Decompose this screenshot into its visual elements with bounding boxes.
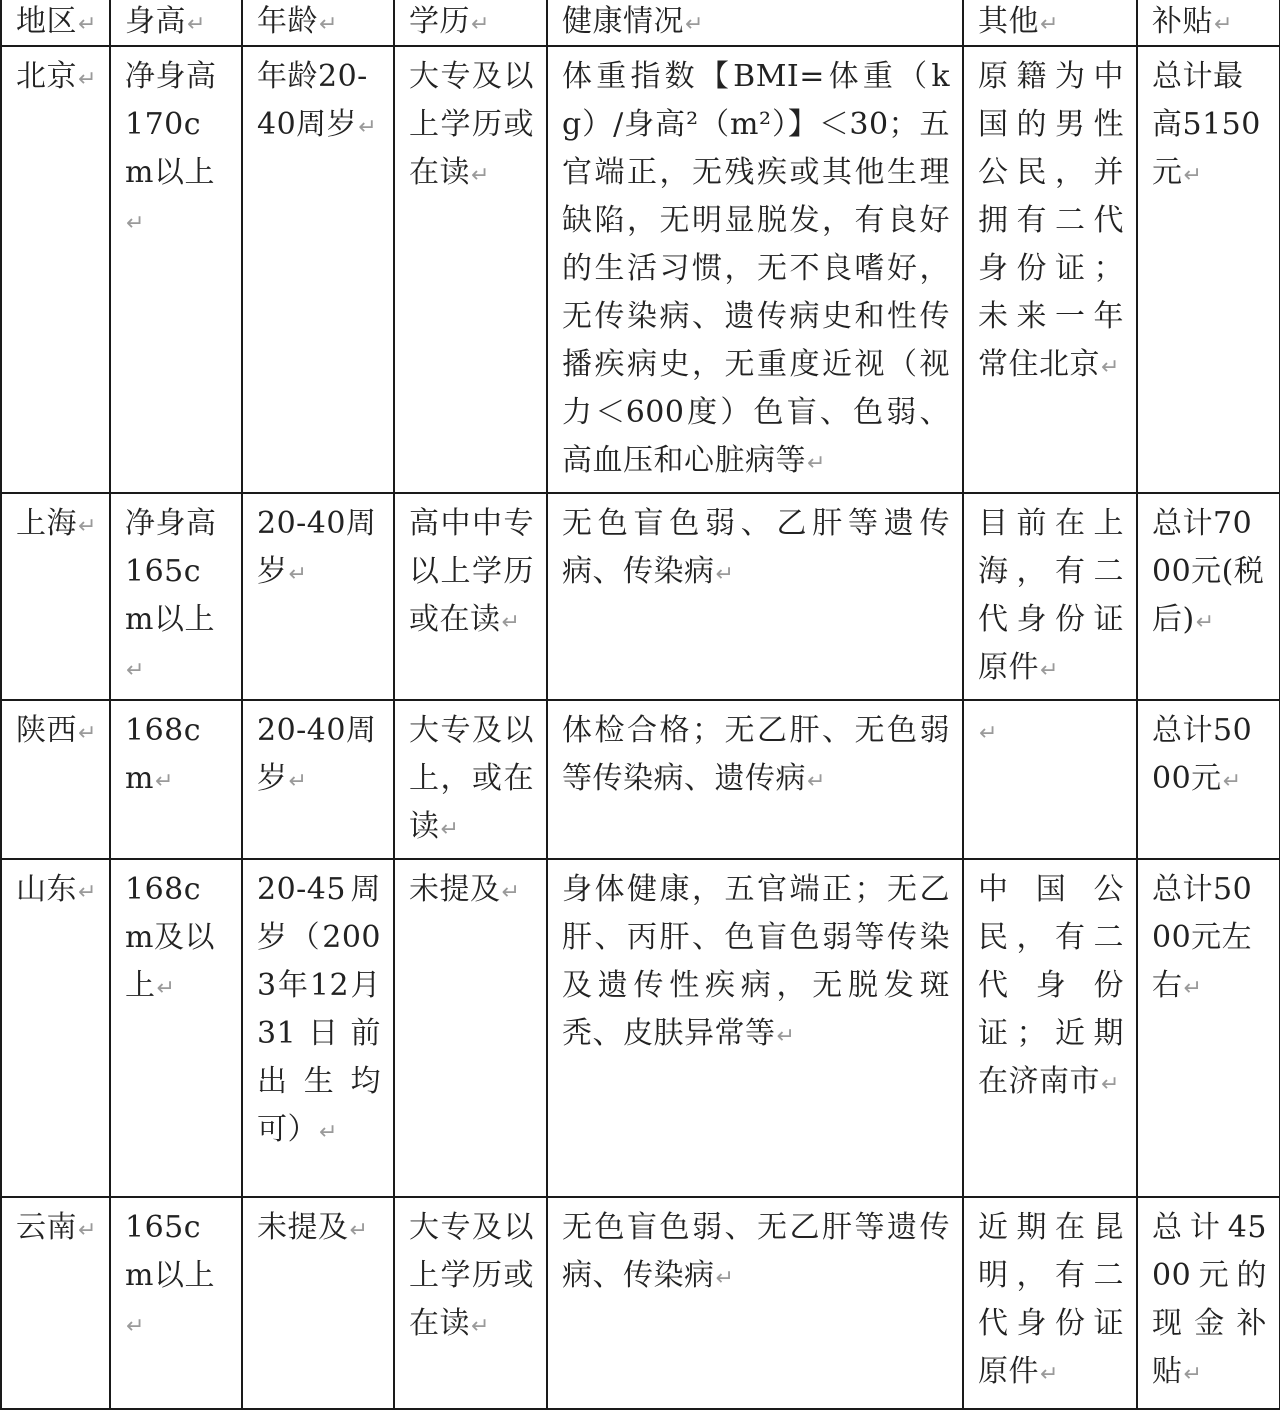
education-cell bbox=[394, 46, 547, 493]
health-cell bbox=[547, 1197, 963, 1409]
paragraph-mark-icon bbox=[1040, 12, 1059, 37]
education-requirement: 大专及以上学历或在读 bbox=[409, 59, 534, 190]
paragraph-mark-icon bbox=[126, 1314, 145, 1339]
table-row bbox=[1, 46, 1280, 493]
other-cell bbox=[963, 1197, 1137, 1409]
paragraph-mark-icon bbox=[155, 769, 174, 794]
height-cell bbox=[110, 859, 242, 1197]
education-cell bbox=[394, 493, 547, 700]
header-education-cell bbox=[394, 0, 547, 46]
health-requirement: 体检合格；无乙肝、无色弱等传染病、遗传病 bbox=[562, 713, 950, 796]
header-health: 健康情况 bbox=[562, 4, 684, 39]
header-age: 年龄 bbox=[257, 4, 318, 39]
paragraph-mark-icon bbox=[502, 610, 521, 635]
other-cell bbox=[963, 700, 1137, 859]
height-cell bbox=[110, 493, 242, 700]
height-cell bbox=[110, 46, 242, 493]
paragraph-mark-icon bbox=[471, 163, 490, 188]
paragraph-mark-icon bbox=[1184, 976, 1203, 1001]
age-cell bbox=[242, 1197, 394, 1409]
table-row bbox=[1, 1197, 1280, 1409]
paragraph-mark-icon bbox=[441, 817, 460, 842]
header-age-cell bbox=[242, 0, 394, 46]
paragraph-mark-icon bbox=[979, 721, 998, 746]
other-cell bbox=[963, 493, 1137, 700]
header-other-cell bbox=[963, 0, 1137, 46]
other-cell bbox=[963, 46, 1137, 493]
height-requirement: 168cm及以上 bbox=[125, 872, 215, 1003]
age-cell bbox=[242, 700, 394, 859]
other-requirement: 目前在上海，有二代身份证原件 bbox=[978, 506, 1124, 685]
region-name: 上海 bbox=[16, 506, 77, 541]
paragraph-mark-icon bbox=[187, 12, 206, 37]
age-requirement: 20-45周岁（2003年12月31日前出生均可） bbox=[257, 872, 381, 1147]
subsidy-amount: 总计5000元左右 bbox=[1152, 872, 1253, 1003]
subsidy-cell bbox=[1137, 1197, 1280, 1409]
age-requirement: 20-40周岁 bbox=[257, 506, 377, 589]
table-header-row bbox=[1, 0, 1280, 46]
health-requirement: 无色盲色弱、无乙肝等遗传病、传染病 bbox=[562, 1210, 950, 1293]
header-education: 学历 bbox=[409, 4, 470, 39]
age-cell bbox=[242, 46, 394, 493]
region-name: 北京 bbox=[16, 59, 77, 94]
paragraph-mark-icon bbox=[126, 211, 145, 236]
paragraph-mark-icon bbox=[1040, 658, 1059, 683]
paragraph-mark-icon bbox=[78, 67, 97, 92]
paragraph-mark-icon bbox=[319, 12, 338, 37]
paragraph-mark-icon bbox=[1184, 1362, 1203, 1387]
region-cell bbox=[1, 859, 110, 1197]
health-cell bbox=[547, 493, 963, 700]
other-requirement: 原籍为中国的男性公民，并拥有二代身份证；未来一年常住北京 bbox=[978, 59, 1124, 382]
age-requirement: 20-40周岁 bbox=[257, 713, 377, 796]
paragraph-mark-icon bbox=[1223, 769, 1242, 794]
region-name: 山东 bbox=[16, 872, 77, 907]
health-requirement: 体重指数【BMI=体重（kg）/身高²（m²）】＜30；五官端正，无残疾或其他生理缺陷，无明显脱发，有良好的生活习惯，无不良嗜好，无传染病、遗传病史和性传播疾病史，无重度近视（视力＜600度）色盲、色弱、高血压和心脏病等 bbox=[562, 59, 950, 478]
subsidy-amount: 总计最高5150元 bbox=[1152, 59, 1261, 190]
age-requirement: 年龄20-40周岁 bbox=[257, 59, 368, 142]
paragraph-mark-icon bbox=[716, 562, 735, 587]
subsidy-amount: 总计7000元(税后) bbox=[1152, 506, 1265, 637]
paragraph-mark-icon bbox=[78, 12, 97, 37]
age-cell bbox=[242, 493, 394, 700]
paragraph-mark-icon bbox=[1101, 1072, 1120, 1097]
education-requirement: 大专及以上学历或在读 bbox=[409, 1210, 534, 1341]
region-cell bbox=[1, 700, 110, 859]
subsidy-cell bbox=[1137, 493, 1280, 700]
subsidy-amount: 总计4500元的现金补贴 bbox=[1152, 1210, 1267, 1389]
health-cell bbox=[547, 700, 963, 859]
education-cell bbox=[394, 1197, 547, 1409]
header-height: 身高 bbox=[125, 4, 186, 39]
education-cell bbox=[394, 859, 547, 1197]
education-requirement: 未提及 bbox=[409, 872, 501, 907]
subsidy-cell bbox=[1137, 859, 1280, 1197]
health-requirement: 身体健康，五官端正；无乙肝、丙肝、色盲色弱等传染及遗传性疾病，无脱发斑秃、皮肤异常等 bbox=[562, 872, 950, 1051]
other-requirement: 近期在昆明，有二代身份证原件 bbox=[978, 1210, 1124, 1389]
subsidy-cell bbox=[1137, 700, 1280, 859]
header-subsidy: 补贴 bbox=[1152, 4, 1213, 39]
paragraph-mark-icon bbox=[350, 1218, 369, 1243]
subsidy-cell bbox=[1137, 46, 1280, 493]
subsidy-amount: 总计5000元 bbox=[1152, 713, 1253, 796]
header-region-cell bbox=[1, 0, 110, 46]
health-requirement: 无色盲色弱、乙肝等遗传病、传染病 bbox=[562, 506, 950, 589]
paragraph-mark-icon bbox=[1184, 163, 1203, 188]
header-height-cell bbox=[110, 0, 242, 46]
region-name: 云南 bbox=[16, 1210, 77, 1245]
paragraph-mark-icon bbox=[319, 1120, 338, 1145]
paragraph-mark-icon bbox=[777, 1024, 796, 1049]
region-name: 陕西 bbox=[16, 713, 77, 748]
height-requirement: 168cm bbox=[125, 713, 202, 796]
height-requirement: 165cm以上 bbox=[125, 1210, 215, 1293]
paragraph-mark-icon bbox=[716, 1266, 735, 1291]
paragraph-mark-icon bbox=[78, 880, 97, 905]
paragraph-mark-icon bbox=[289, 562, 308, 587]
education-cell bbox=[394, 700, 547, 859]
age-requirement: 未提及 bbox=[257, 1210, 349, 1245]
paragraph-mark-icon bbox=[471, 12, 490, 37]
paragraph-mark-icon bbox=[1196, 610, 1215, 635]
paragraph-mark-icon bbox=[1101, 355, 1120, 380]
region-cell bbox=[1, 46, 110, 493]
education-requirement: 高中中专以上学历或在读 bbox=[409, 506, 534, 637]
table-row bbox=[1, 700, 1280, 859]
region-cell bbox=[1, 493, 110, 700]
header-health-cell bbox=[547, 0, 963, 46]
paragraph-mark-icon bbox=[126, 658, 145, 683]
height-requirement: 净身高165cm以上 bbox=[125, 506, 217, 637]
other-requirement: 中国公民，有二代身份证；近期在济南市 bbox=[978, 872, 1124, 1099]
paragraph-mark-icon bbox=[1214, 12, 1233, 37]
paragraph-mark-icon bbox=[1040, 1362, 1059, 1387]
header-other: 其他 bbox=[978, 4, 1039, 39]
paragraph-mark-icon bbox=[502, 880, 521, 905]
health-cell bbox=[547, 859, 963, 1197]
education-requirement: 大专及以上，或在读 bbox=[409, 713, 534, 844]
paragraph-mark-icon bbox=[807, 451, 826, 476]
height-cell bbox=[110, 700, 242, 859]
paragraph-mark-icon bbox=[78, 1218, 97, 1243]
other-cell bbox=[963, 859, 1137, 1197]
health-cell bbox=[547, 46, 963, 493]
paragraph-mark-icon bbox=[78, 514, 97, 539]
paragraph-mark-icon bbox=[289, 769, 308, 794]
header-subsidy-cell bbox=[1137, 0, 1280, 46]
height-cell bbox=[110, 1197, 242, 1409]
height-requirement: 净身高170cm以上 bbox=[125, 59, 217, 190]
table-row bbox=[1, 493, 1280, 700]
age-cell bbox=[242, 859, 394, 1197]
table-row bbox=[1, 859, 1280, 1197]
paragraph-mark-icon bbox=[685, 12, 704, 37]
paragraph-mark-icon bbox=[157, 976, 176, 1001]
paragraph-mark-icon bbox=[358, 115, 377, 140]
paragraph-mark-icon bbox=[78, 721, 97, 746]
paragraph-mark-icon bbox=[807, 769, 826, 794]
region-cell bbox=[1, 1197, 110, 1409]
paragraph-mark-icon bbox=[471, 1314, 490, 1339]
header-region: 地区 bbox=[16, 4, 77, 39]
